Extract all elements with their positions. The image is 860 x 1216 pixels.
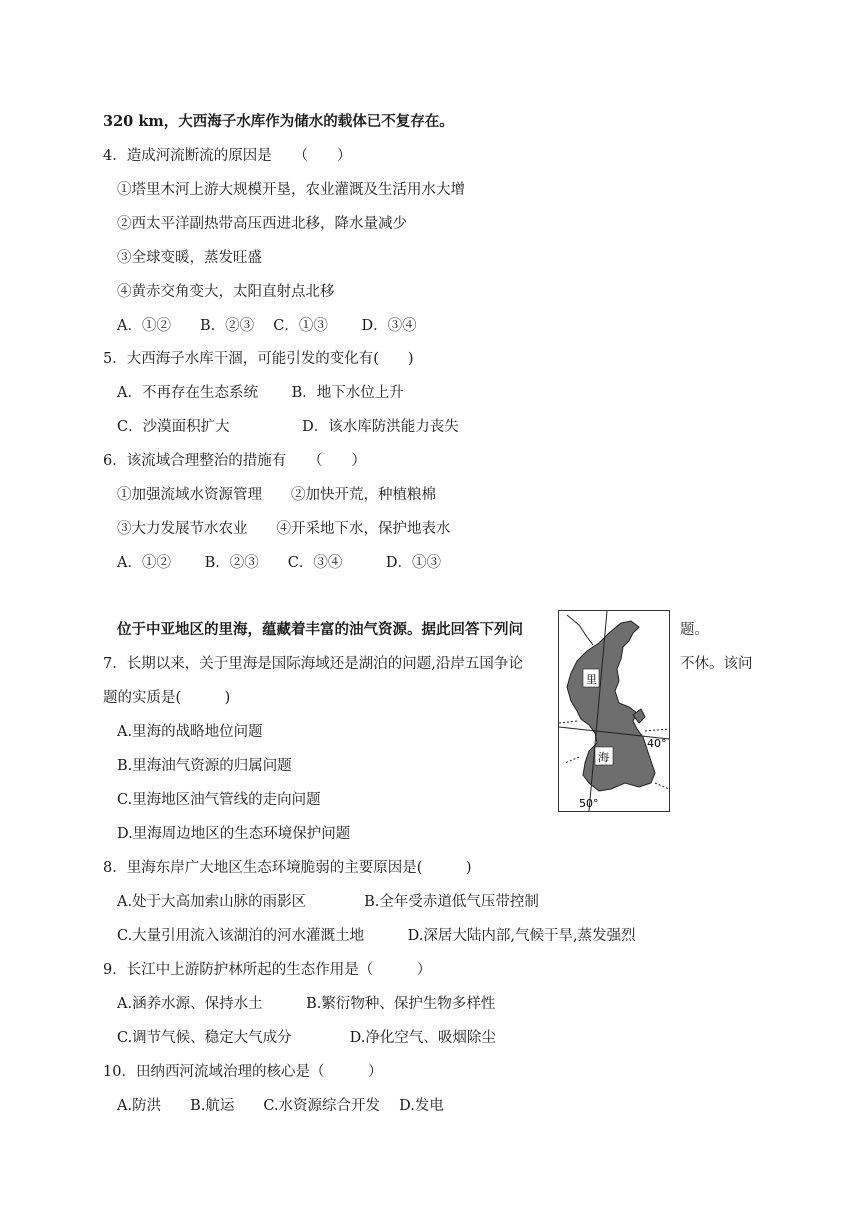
question-7-option-d: D.里海周边地区的生态环境保护问题 (117, 826, 351, 842)
caspian-sea-map (558, 610, 670, 812)
question-4-item-2: ②西太平洋副热带高压西进北移，降水量减少 (117, 216, 407, 232)
question-7-option-a: A.里海的战略地位问题 (117, 724, 263, 740)
question-9-options-row-1: A.涵养水源、保持水土 B.繁衍物种、保护生物多样性 (117, 996, 496, 1012)
question-6-options: A．①② B．②③ C．③④ D．①③ (117, 555, 441, 571)
map-label-hai: 海 (598, 751, 609, 764)
question-4-options: A．①② B．②③ C．①③ D．③④ (117, 318, 417, 334)
question-6-items-row-2: ③大力发展节水农业 ④开采地下水，保护地表水 (117, 521, 451, 537)
map-label-li: 里 (586, 673, 597, 686)
question-10-options: A.防洪 B.航运 C.水资源综合开发 D.发电 (117, 1098, 444, 1114)
question-6-items-row-1: ①加强流域水资源管理 ②加快开荒，种植粮棉 (117, 487, 436, 503)
caspian-sea-shape (567, 621, 655, 791)
intro-line: 320 km，大西海子水库作为储水的载体已不复存在。 (103, 113, 454, 130)
passage-line-1-left: 位于中亚地区的里海，蕴藏着丰富的油气资源。据此回答下列问 (117, 621, 523, 638)
map-latitude-label: 40° (647, 737, 667, 750)
question-6-stem: 6．该流域合理整治的措施有 （ ） (103, 453, 366, 469)
question-4-item-1: ①塔里木河上游大规模开垦，农业灌溉及生活用水大增 (117, 182, 465, 198)
question-8-options-row-2: C.大量引用流入该湖泊的河水灌溉土地 D.深居大陆内部,气候干旱,蒸发强烈 (117, 928, 636, 944)
question-8-options-row-1: A.处于大高加索山脉的雨影区 B.全年受赤道低气压带控制 (117, 894, 539, 910)
question-4-item-3: ③全球变暖，蒸发旺盛 (117, 250, 262, 266)
question-7-stem-right: 不休。该问 (680, 656, 753, 672)
passage-line-1-right: 题。 (680, 622, 709, 638)
question-5-stem: 5．大西海子水库干涸，可能引发的变化有( ) (103, 351, 414, 367)
question-4-stem: 4．造成河流断流的原因是 （ ） (103, 148, 352, 164)
question-4-item-4: ④黄赤交角变大，太阳直射点北移 (117, 284, 335, 300)
question-7-option-b: B.里海油气资源的归属问题 (117, 758, 292, 774)
question-5-options-row-1: A．不再存在生态系统 B．地下水位上升 (117, 385, 404, 401)
question-5-options-row-2: C．沙漠面积扩大 D．该水库防洪能力丧失 (117, 419, 459, 435)
question-9-options-row-2: C.调节气候、稳定大气成分 D.净化空气、吸烟除尘 (117, 1030, 496, 1046)
map-longitude-label: 50° (579, 797, 599, 810)
question-7-stem-line-2: 题的实质是( ) (103, 690, 231, 706)
question-9-stem: 9．长江中上游防护林所起的生态作用是（ ） (103, 962, 432, 978)
question-8-stem: 8．里海东岸广大地区生态环境脆弱的主要原因是( ) (103, 860, 472, 876)
question-7-stem-left: 7．长期以来，关于里海是国际海域还是湖泊的问题,沿岸五国争论 (103, 656, 523, 672)
question-10-stem: 10．田纳西河流域治理的核心是（ ） (103, 1064, 383, 1080)
question-7-option-c: C.里海地区油气管线的走向问题 (117, 792, 321, 808)
